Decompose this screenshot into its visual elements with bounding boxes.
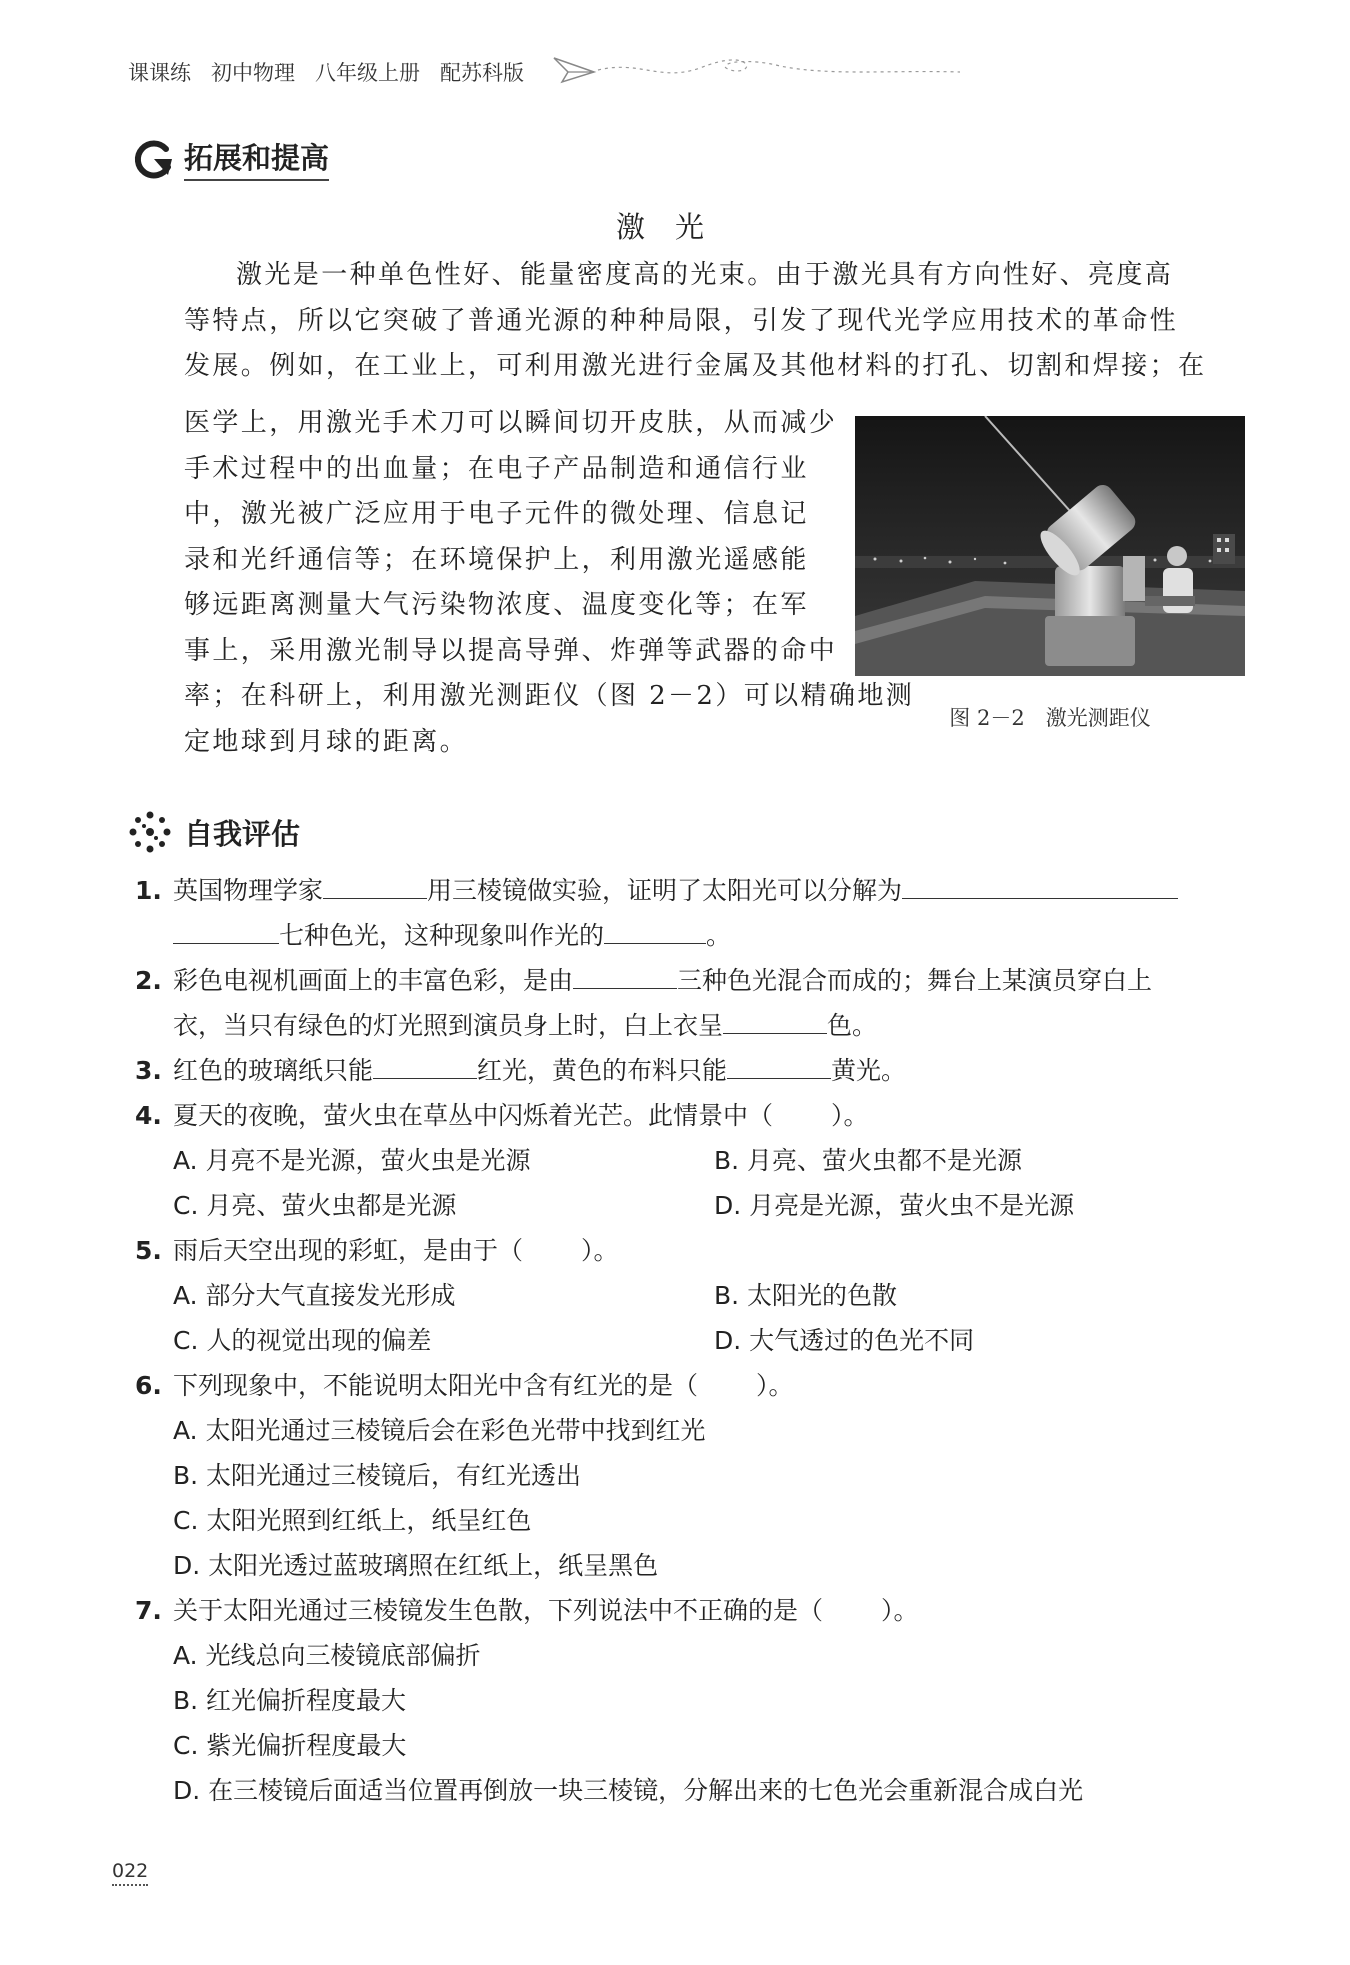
page-number: 022 (112, 1860, 148, 1886)
article-line: 等特点，所以它突破了普通光源的种种局限，引发了现代光学应用技术的革命性 (184, 305, 1179, 336)
article-line: 中，激光被广泛应用于电子元件的微处理、信息记 (184, 499, 809, 529)
option-b[interactable]: B. 红光偏折程度最大 (173, 1686, 407, 1715)
article-line: 手术过程中的出血量；在电子产品制造和通信行业 (184, 453, 809, 484)
article-line: 医学上，用激光手术刀可以瞬间切开皮肤，从而减少 (184, 408, 838, 438)
article-line: 发展。例如，在工业上，可利用激光进行金属及其他材料的打孔、切割和焊接；在 (184, 351, 1207, 381)
article-line: 够远距离测量大气污染物浓度、温度变化等；在军 (184, 590, 809, 620)
question-6-options (173, 1408, 1255, 1588)
extension-heading-text: 拓展和提高 (184, 136, 329, 181)
option-c[interactable]: C. 人的视觉出现的偏差 (173, 1326, 432, 1355)
subject-name: 初中物理 (211, 61, 295, 85)
question-text: 彩色电视机画面上的丰富色彩，是由 (173, 966, 574, 995)
question-number: 1. (135, 876, 162, 905)
article-line: 录和光纤通信等；在环境保护上，利用激光遥感能 (184, 544, 809, 575)
question-3 (135, 1048, 1255, 1093)
question-list (135, 868, 1255, 1813)
question-text: ）。 (581, 1236, 619, 1265)
answer-blank[interactable] (902, 874, 1178, 899)
edition-name: 配苏科版 (440, 61, 524, 85)
question-number: 3. (135, 1056, 162, 1085)
self-eval-heading-text: 自我评估 (184, 816, 301, 851)
answer-blank[interactable] (323, 874, 427, 899)
option-b[interactable]: B. 太阳光通过三棱镜后，有红光透出 (173, 1461, 582, 1490)
question-text: 夏天的夜晚，萤火虫在草丛中闪烁着光芒。此情景中（ (173, 1101, 774, 1130)
article-line: 定地球到月球的距离。 (184, 726, 469, 757)
option-d[interactable]: D. 在三棱镜后面适当位置再倒放一块三棱镜，分解出来的七色光会重新混合成白光 (173, 1776, 1084, 1805)
question-number: 5. (135, 1236, 162, 1265)
question-text: 衣，当只有绿色的灯光照到演员身上时，白上衣呈 (173, 1011, 724, 1040)
question-7 (135, 1588, 1255, 1633)
option-a[interactable]: A. 部分大气直接发光形成 (173, 1281, 456, 1310)
extension-section-heading (128, 136, 329, 181)
dotted-circle-icon (128, 810, 172, 854)
question-4-options (173, 1138, 1255, 1228)
question-7-options (173, 1633, 1255, 1813)
figure-caption: 图 2－2 激光测距仪 (949, 706, 1151, 730)
answer-blank[interactable] (573, 964, 677, 989)
question-text: 红光，黄色的布料只能 (477, 1056, 728, 1085)
option-a[interactable]: A. 月亮不是光源，萤火虫是光源 (173, 1146, 531, 1175)
option-a[interactable]: A. 光线总向三棱镜底部偏折 (173, 1641, 481, 1670)
question-text: 下列现象中，不能说明太阳光中含有红光的是（ (173, 1371, 699, 1400)
answer-blank[interactable] (173, 919, 279, 944)
article-line: 事上，采用激光制导以提高导弹、炸弹等武器的命中 (184, 635, 838, 666)
question-number: 7. (135, 1596, 162, 1625)
question-text: 用三棱镜做实验，证明了太阳光可以分解为 (427, 876, 903, 905)
answer-blank[interactable] (727, 1054, 831, 1079)
option-a[interactable]: A. 太阳光通过三棱镜后会在彩色光带中找到红光 (173, 1416, 706, 1445)
option-d[interactable]: D. 太阳光透过蓝玻璃照在红纸上，纸呈黑色 (173, 1551, 659, 1580)
question-text: 英国物理学家 (173, 876, 324, 905)
question-text: 。 (706, 921, 732, 950)
question-text: 红色的玻璃纸只能 (173, 1056, 374, 1085)
laser-rangefinder-photo (855, 416, 1245, 676)
grade-name: 八年级上册 (315, 61, 420, 85)
option-d[interactable]: D. 月亮是光源，萤火虫不是光源 (714, 1191, 1075, 1220)
self-eval-section-heading (128, 810, 300, 854)
option-c[interactable]: C. 太阳光照到红纸上，纸呈红色 (173, 1506, 532, 1535)
question-text: ）。 (831, 1101, 869, 1130)
question-2 (135, 958, 1255, 1048)
book-name: 课课练 (128, 61, 191, 85)
question-5-options (173, 1273, 1255, 1363)
option-d[interactable]: D. 大气透过的色光不同 (714, 1326, 975, 1355)
answer-blank[interactable] (604, 919, 706, 944)
question-4 (135, 1093, 1255, 1138)
question-1 (135, 868, 1255, 958)
question-text: ）。 (881, 1596, 919, 1625)
question-text: 三种色光混合而成的；舞台上某演员穿白上 (677, 966, 1153, 995)
question-text: 黄光。 (831, 1056, 907, 1085)
question-text: 关于太阳光通过三棱镜发生色散，下列说法中不正确的是（ (173, 1596, 824, 1625)
article-line: 率；在科研上，利用激光测距仪（图 2－2）可以精确地测 (184, 681, 915, 711)
answer-blank[interactable] (723, 1009, 827, 1034)
question-number: 4. (135, 1101, 162, 1130)
article-paragraph-wrapped (184, 401, 915, 765)
option-c[interactable]: C. 紫光偏折程度最大 (173, 1731, 407, 1760)
question-5 (135, 1228, 1255, 1273)
answer-blank[interactable] (373, 1054, 477, 1079)
question-6 (135, 1363, 1255, 1408)
question-text: 色。 (827, 1011, 878, 1040)
question-text: 七种色光，这种现象叫作光的 (279, 921, 605, 950)
option-b[interactable]: B. 月亮、萤火虫都不是光源 (714, 1146, 1023, 1175)
article-line: 激光是一种单色性好、能量密度高的光束。由于激光具有方向性好、亮度高 (236, 260, 1174, 290)
question-number: 6. (135, 1371, 162, 1400)
page-header (128, 52, 970, 92)
option-c[interactable]: C. 月亮、萤火虫都是光源 (173, 1191, 457, 1220)
article-title: 激光 (615, 210, 734, 244)
refresh-arrow-icon (128, 137, 176, 181)
option-b[interactable]: B. 太阳光的色散 (714, 1281, 898, 1310)
question-text: 雨后天空出现的彩虹，是由于（ (173, 1236, 524, 1265)
paper-plane-icon (550, 52, 970, 92)
question-number: 2. (135, 966, 162, 995)
article-paragraph-top (184, 253, 1207, 390)
question-text: ）。 (756, 1371, 794, 1400)
